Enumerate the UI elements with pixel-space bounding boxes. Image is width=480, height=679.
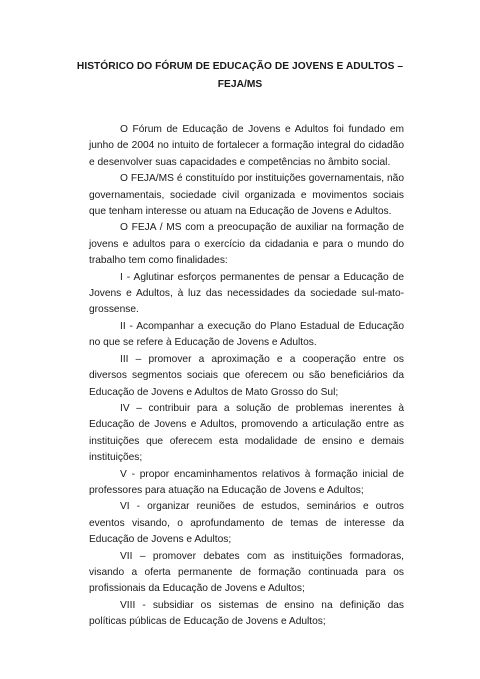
list-item-v: V - propor encaminhamentos relativos à formação inicial de professores para atuação na Educação de Jovens e Adultos; xyxy=(89,468,404,496)
title-line-1: HISTÓRICO DO FÓRUM DE EDUCAÇÃO DE JOVENS E ADULTOS – xyxy=(76,61,404,72)
document-body xyxy=(89,122,404,631)
list-item-vi: VI - organizar reuniões de estudos, seminários e outros eventos visando, o aprofundamento de temas de interesse da Educação de Jovens e Adultos; xyxy=(89,501,404,546)
list-item-iv: IV – contribuir para a solução de problemas inerentes à Educação de Jovens e Adultos, promovendo a articulação entre as instituições que oferecem esta modalidade de ensino e demais instituições; xyxy=(89,402,404,464)
list-item-ii: II - Acompanhar a execução do Plano Estadual de Educação no que se refere à Educação de Jovens e Adultos. xyxy=(89,320,404,349)
list-item-vii: VII – promover debates com as instituições formadoras, visando a oferta permanente de formação continuada para os profissionais da Educação de Jovens e Adultos; xyxy=(89,550,404,595)
paragraph-composition: O FEJA/MS é constituído por instituições governamentais, não governamentais, sociedade civil organizada e movimentos sociais que tenham interesse ou atuam na Educação de Jovens e Adultos. xyxy=(89,173,404,218)
list-item-viii: VIII - subsidiar os sistemas de ensino na definição das políticas públicas de Educação de Jovens e Adultos; xyxy=(89,599,404,628)
paragraph-founding: O Fórum de Educação de Jovens e Adultos foi fundado em junho de 2004 no intuito de fortalecer a formação integral do cidadão e desenvolver suas capacidades e competências no âmbito social. xyxy=(89,124,404,168)
page-title xyxy=(70,58,410,94)
paragraph-purpose: O FEJA / MS com a preocupação de auxiliar na formação de jovens e adultos para o exercício da cidadania e para o mundo do trabalho tem como finalidades: xyxy=(89,222,404,267)
title-line-2: FEJA/MS xyxy=(217,79,263,90)
list-item-i: I - Aglutinar esforços permanentes de pensar a Educação de Jovens e Adultos, à luz das necessidades da sociedade sul-mato-grossense. xyxy=(89,271,404,316)
list-item-iii: III – promover a aproximação e a cooperação entre os diversos segmentos sociais que oferecem ou são beneficiários da Educação de Jovens e Adultos de Mato Grosso do Sul; xyxy=(89,353,404,398)
